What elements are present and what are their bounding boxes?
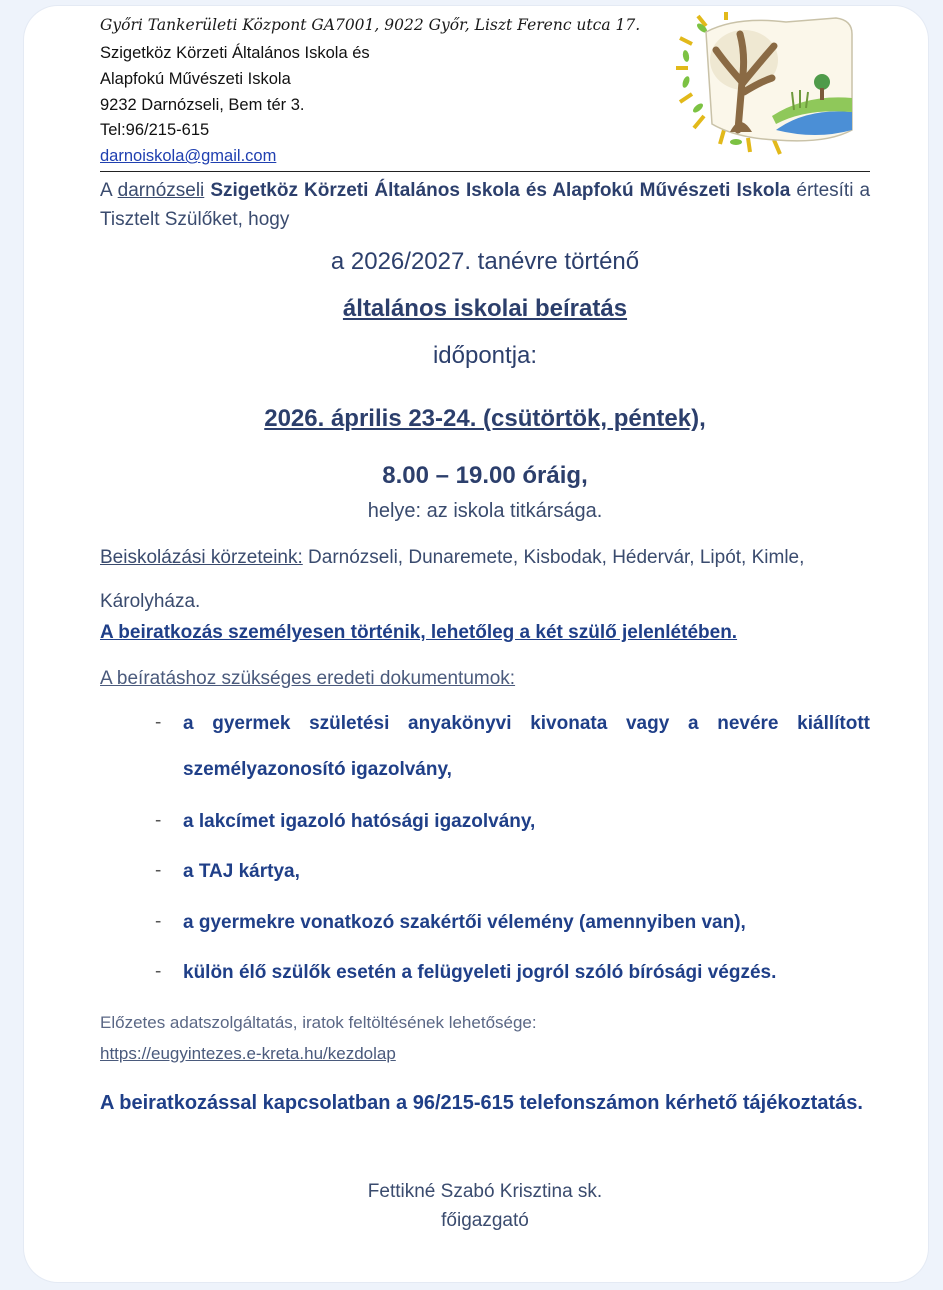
intro-paragraph (100, 176, 870, 234)
intro-town: darnózseli (117, 180, 205, 201)
personal-attendance-note: A beiratkozás személyesen történik, lehetőleg a két szülő jelenlétében. (100, 622, 738, 643)
list-item-text: a gyermekre vonatkozó szakértői vélemény (amennyiben van), (183, 912, 746, 933)
school-name-line2: Alapfokú Művészeti Iskola (100, 70, 291, 88)
intro-school-name: Szigetköz Körzeti Általános Iskola és Alapfokú Művészeti Iskola (210, 180, 791, 201)
contact-info: A beiratkozással kapcsolatban a 96/215-615 telefonszámon kérhető tájékoztatás. (100, 1092, 863, 1114)
authority-line: Győri Tankerületi Központ GA7001, 9022 Győr, Liszt Ferenc utca 17. (100, 16, 641, 34)
list-bullet: - (155, 961, 162, 982)
date-label: időpontja: (432, 342, 538, 369)
documents-title: A beíratáshoz szükséges eredeti dokumentumok: (100, 668, 516, 689)
intro-prefix: A (100, 180, 118, 201)
school-year-line: a 2026/2027. tanévre történő (330, 248, 640, 275)
header-divider (100, 171, 870, 172)
districts-label: Beiskolázási körzeteink: (100, 547, 303, 568)
intro-suffix: értesíti a Tisztelt Szülőket, hogy (100, 180, 871, 230)
enrollment-place: helye: az iskola titkársága. (367, 500, 603, 522)
list-item-text: külön élő szülők esetén a felügyeleti jogról szóló bírósági végzés. (183, 962, 777, 983)
enrollment-date: 2026. április 23-24. (csütörtök, péntek), (264, 405, 706, 432)
list-item-text: a TAJ kártya, (183, 861, 300, 882)
email-link[interactable]: darnoiskola@gmail.com (100, 147, 277, 165)
list-bullet: - (155, 712, 162, 733)
list-bullet: - (155, 860, 162, 881)
list-item-text: a lakcímet igazoló hatósági igazolvány, (183, 811, 536, 832)
school-tree-logo-icon (676, 12, 866, 160)
list-item-text: a gyermek születési anyakönyvi kivonata vagy a nevére kiállított személyazonosító igazolvány, (183, 713, 870, 780)
school-phone: Tel:96/215-615 (100, 121, 210, 139)
kreta-link[interactable]: https://eugyintezes.e-kreta.hu/kezdolap (100, 1044, 396, 1063)
upload-info: Előzetes adatszolgáltatás, iratok feltöltésének lehetősége: (100, 1013, 537, 1032)
school-address: 9232 Darnózseli, Bem tér 3. (100, 96, 305, 114)
school-name-line1: Szigetköz Körzeti Általános Iskola és (100, 44, 370, 62)
list-bullet: - (155, 911, 162, 932)
enrollment-time: 8.00 – 19.00 óráig, (382, 462, 588, 489)
districts-list: Darnózseli, Dunaremete, Kisbodak, Hédervár, Lipót, Kimle, Károlyháza. (100, 547, 805, 612)
signatory-name: Fettikné Szabó Krisztina sk. (367, 1181, 603, 1202)
enrollment-heading: általános iskolai beíratás (342, 295, 628, 322)
list-bullet: - (155, 810, 162, 831)
signatory-title: főigazgató (441, 1210, 529, 1231)
districts-paragraph (100, 536, 870, 624)
